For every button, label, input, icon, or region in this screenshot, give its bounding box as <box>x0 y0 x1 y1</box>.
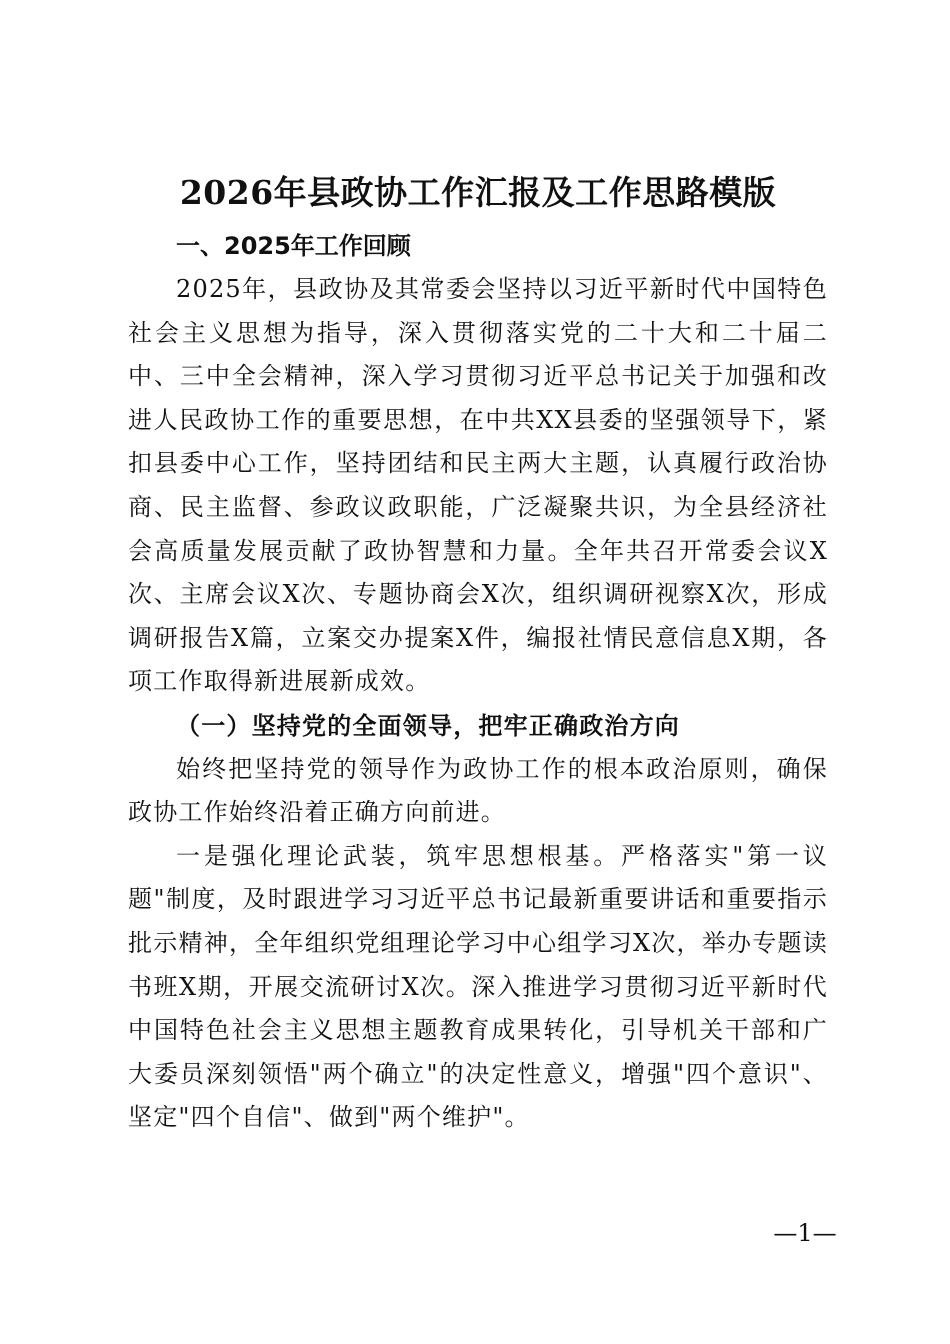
paragraph: 一是强化理论武装，筑牢思想根基。严格落实"第一议题"制度，及时跟进学习习近平总书记最新重要讲话和重要指示批示精神，全年组织党组理论学习中心组学习X次，举办专题读书班X期，开展交流研讨X次。深入推进学习贯彻习近平新时代中国特色社会主义思想主题教育成果转化，引导机关干部和广大委员深刻领悟"两个确立"的决定性意义，增强"四个意识"、坚定"四个自信"、做到"两个维护"。 <box>128 841 828 1132</box>
document-title: 2026年县政协工作汇报及工作思路模版 <box>179 173 777 212</box>
paragraph: 始终把坚持党的领导作为政协工作的根本政治原则，确保政协工作始终沿着正确方向前进。 <box>128 754 828 827</box>
paragraph: 2025年，县政协及其常委会坚持以习近平新时代中国特色社会主义思想为指导，深入贯彻落实党的二十大和二十届二中、三中全会精神，深入学习贯彻习近平总书记关于加强和改进人民政协工作的重要思想，在中共XX县委的坚强领导下，紧扣县委中心工作，坚持团结和民主两大主题，认真履行政治协商、民主监督、参政议政职能，广泛凝聚共识，为全县经济社会高质量发展贡献了政协智慧和力量。全年共召开常委会议X次、主席会议X次、专题协商会X次，组织调研视察X次，形成调研报告X篇，立案交办提案X件，编报社情民意信息X期，各项工作取得新进展新成效。 <box>128 275 828 696</box>
subsection-heading: （一）坚持党的全面领导，把牢正确政治方向 <box>176 710 680 740</box>
page-number: —1— <box>773 1219 837 1247</box>
document-body <box>128 168 828 1140</box>
section-heading: 一、2025年工作回顾 <box>176 232 411 260</box>
